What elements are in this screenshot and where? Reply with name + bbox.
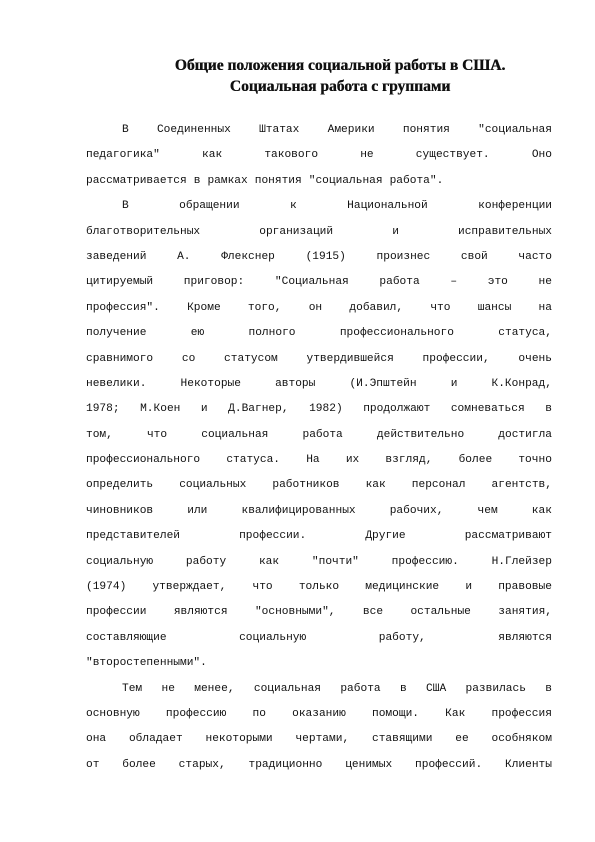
word: обращении <box>179 200 240 213</box>
text-line <box>86 524 552 549</box>
word: понятия <box>254 174 302 187</box>
text-line <box>86 575 552 600</box>
word: точно <box>518 454 552 467</box>
word: как <box>365 479 386 492</box>
text-line <box>86 702 552 727</box>
word: все <box>362 606 384 619</box>
word: как <box>531 504 552 517</box>
word: сравнимого <box>86 352 154 365</box>
word: (1974) <box>86 581 127 594</box>
word: рассматривается <box>86 174 187 187</box>
text-line <box>86 321 552 346</box>
text-line <box>86 245 552 270</box>
word: профессия <box>491 707 552 720</box>
word: произнес <box>376 250 431 263</box>
word: чиновников <box>86 504 154 517</box>
word: приговор: <box>183 276 245 289</box>
word: социальную <box>86 555 154 568</box>
document-body <box>86 118 552 778</box>
word: или <box>187 504 208 517</box>
word: ставящими <box>371 733 433 746</box>
word: организаций <box>259 225 334 238</box>
word: как <box>202 149 223 162</box>
word: ею <box>190 327 205 340</box>
text-line <box>86 626 552 651</box>
word: На <box>306 454 320 467</box>
word: Национальной <box>347 200 428 213</box>
word: на <box>538 301 552 314</box>
word: особняком <box>491 733 552 746</box>
text-line <box>86 118 552 143</box>
word: добавил, <box>349 301 404 314</box>
word: обладает <box>128 733 183 746</box>
word: Оно <box>531 149 552 162</box>
word: полного <box>248 327 296 340</box>
word: статуса. <box>226 454 281 467</box>
word: в <box>545 403 552 416</box>
word: получение <box>86 327 147 340</box>
word: профессионального <box>86 454 201 467</box>
word: педагогика" <box>86 149 160 162</box>
word: утвердившейся <box>306 352 394 365</box>
word: утверждает, <box>152 581 227 594</box>
word: – <box>450 276 458 289</box>
word: он <box>308 301 323 314</box>
word: такового <box>264 149 319 162</box>
word: "почти" <box>311 555 359 568</box>
word: она <box>86 733 107 746</box>
word: определить <box>86 479 154 492</box>
word: США <box>426 682 447 695</box>
word: К.Конрад, <box>491 377 552 390</box>
word: составляющие <box>86 631 167 644</box>
word: понятия <box>402 124 450 136</box>
word: Тем <box>122 682 143 695</box>
word: в <box>545 682 552 695</box>
text-line <box>86 347 552 372</box>
word: достигла <box>498 428 552 441</box>
word: часто <box>518 250 552 263</box>
word: Соединенных <box>156 124 231 136</box>
text-line <box>86 499 552 524</box>
word: традиционно <box>248 758 323 771</box>
word: М.Коен <box>140 403 181 416</box>
word: и <box>450 377 458 390</box>
word: от <box>86 758 100 771</box>
text-line <box>86 651 552 676</box>
word: являются <box>173 606 228 619</box>
word: работу <box>185 555 227 568</box>
word: не <box>538 276 552 289</box>
text-line <box>86 677 552 702</box>
word: профессионального <box>339 327 454 340</box>
word: это <box>487 276 508 289</box>
word: взгляд, <box>385 454 433 467</box>
word: оказанию <box>292 707 346 720</box>
word: профессию <box>165 707 227 720</box>
word: некоторыми <box>205 733 273 746</box>
word: Как <box>445 707 466 720</box>
text-line <box>86 397 552 422</box>
word: квалифицированных <box>241 504 356 517</box>
word: статуса, <box>498 327 552 340</box>
word: чем <box>477 504 498 517</box>
word: и <box>465 581 473 594</box>
word: (И.Эпштейн <box>349 377 417 390</box>
word: авторы <box>275 377 316 390</box>
text-line <box>86 169 552 194</box>
word: цитируемый <box>86 276 154 289</box>
word: "второстепенными". <box>86 657 207 670</box>
document-title <box>90 55 590 97</box>
word: Кроме <box>187 301 221 314</box>
word: работу, <box>378 631 426 644</box>
word: Д.Вагнер, <box>228 403 289 416</box>
word: работа". <box>389 174 444 187</box>
word: невелики. <box>86 377 147 390</box>
word: профессии. <box>239 530 307 543</box>
word: в <box>399 682 407 695</box>
word: действительно <box>376 428 465 441</box>
word: свой <box>460 250 488 263</box>
word: правовые <box>498 581 552 594</box>
word: рабочих, <box>389 504 444 517</box>
word: что <box>430 301 451 314</box>
word: являются <box>498 631 552 644</box>
word: и <box>200 403 208 416</box>
word: работа <box>340 682 381 695</box>
word: что <box>252 581 273 594</box>
word: со <box>181 352 196 365</box>
word: 1978; <box>86 403 120 416</box>
word: в <box>193 174 201 187</box>
text-line <box>86 727 552 752</box>
word: "социальная <box>478 124 552 136</box>
word: Флекснер <box>221 250 275 263</box>
text-line <box>86 220 552 245</box>
text-line <box>86 753 552 778</box>
word: профессия". <box>86 301 160 314</box>
word: Некоторые <box>180 377 241 390</box>
text-line <box>86 372 552 397</box>
word: профессию. <box>391 555 459 568</box>
word: старых, <box>178 758 226 771</box>
word: социальную <box>239 631 307 644</box>
word: социальная <box>201 428 269 441</box>
word: по <box>252 707 266 720</box>
word: "основными", <box>254 606 336 619</box>
word: основную <box>86 707 140 720</box>
title-line-2: Социальная работа с группами <box>229 78 451 95</box>
word: Н.Глейзер <box>491 555 552 568</box>
word: социальная <box>253 682 322 695</box>
word: продолжают <box>363 403 431 416</box>
word: медицинские <box>365 581 440 594</box>
word: существует. <box>415 149 490 162</box>
word: более <box>458 454 493 467</box>
text-line <box>86 143 552 168</box>
word: исправительных <box>458 225 552 238</box>
word: менее, <box>194 682 235 695</box>
word: только <box>298 581 340 594</box>
word: ценимых <box>345 758 393 771</box>
word: (1915) <box>305 250 346 263</box>
word: работников <box>272 479 340 492</box>
word: благотворительных <box>86 225 201 238</box>
word: сомневаться <box>450 403 525 416</box>
text-line <box>86 600 552 625</box>
text-line <box>86 194 552 219</box>
text-line <box>86 296 552 321</box>
text-line <box>86 550 552 575</box>
word: конференции <box>478 200 552 213</box>
word: статусом <box>224 352 278 365</box>
word: помощи. <box>372 707 419 720</box>
word: того, <box>247 301 282 314</box>
word: работа <box>379 276 420 289</box>
word: В <box>122 200 129 213</box>
word: к <box>290 200 297 213</box>
word: рамках <box>207 174 248 187</box>
word: развилась <box>465 682 526 695</box>
word: как <box>258 555 280 568</box>
word: Америки <box>327 124 375 136</box>
text-line <box>86 423 552 448</box>
text-line <box>86 473 552 498</box>
word: очень <box>518 352 552 365</box>
word: профессии, <box>422 352 490 365</box>
word: рассматривают <box>464 530 552 543</box>
word: и <box>392 225 399 238</box>
word: Клиенты <box>504 758 552 771</box>
word: Другие <box>365 530 406 543</box>
word: Штатах <box>259 124 300 136</box>
word: не <box>360 149 374 162</box>
word: А. <box>177 250 191 263</box>
word: "Социальная <box>274 276 349 289</box>
text-line <box>86 448 552 473</box>
word: В <box>122 124 129 136</box>
word: персонал <box>411 479 466 492</box>
word: чертами, <box>295 733 350 746</box>
word: не <box>161 682 175 695</box>
title-line-1: Общие положения социальной работы в США. <box>174 57 506 74</box>
word: профессии <box>86 606 147 619</box>
text-line <box>86 270 552 295</box>
word: их <box>345 454 360 467</box>
word: более <box>122 758 156 771</box>
word: профессий. <box>415 758 483 771</box>
word: "социальная <box>308 174 383 187</box>
word: 1982) <box>309 403 343 416</box>
word: шансы <box>477 301 512 314</box>
word: представителей <box>86 530 180 543</box>
word: агентств, <box>491 479 552 492</box>
word: занятия, <box>498 606 552 619</box>
word: остальные <box>410 606 471 619</box>
word: что <box>146 428 168 441</box>
word: социальных <box>179 479 247 492</box>
word: том, <box>86 428 113 441</box>
word: заведений <box>86 250 147 263</box>
word: ее <box>455 733 469 746</box>
word: работа <box>302 428 343 441</box>
